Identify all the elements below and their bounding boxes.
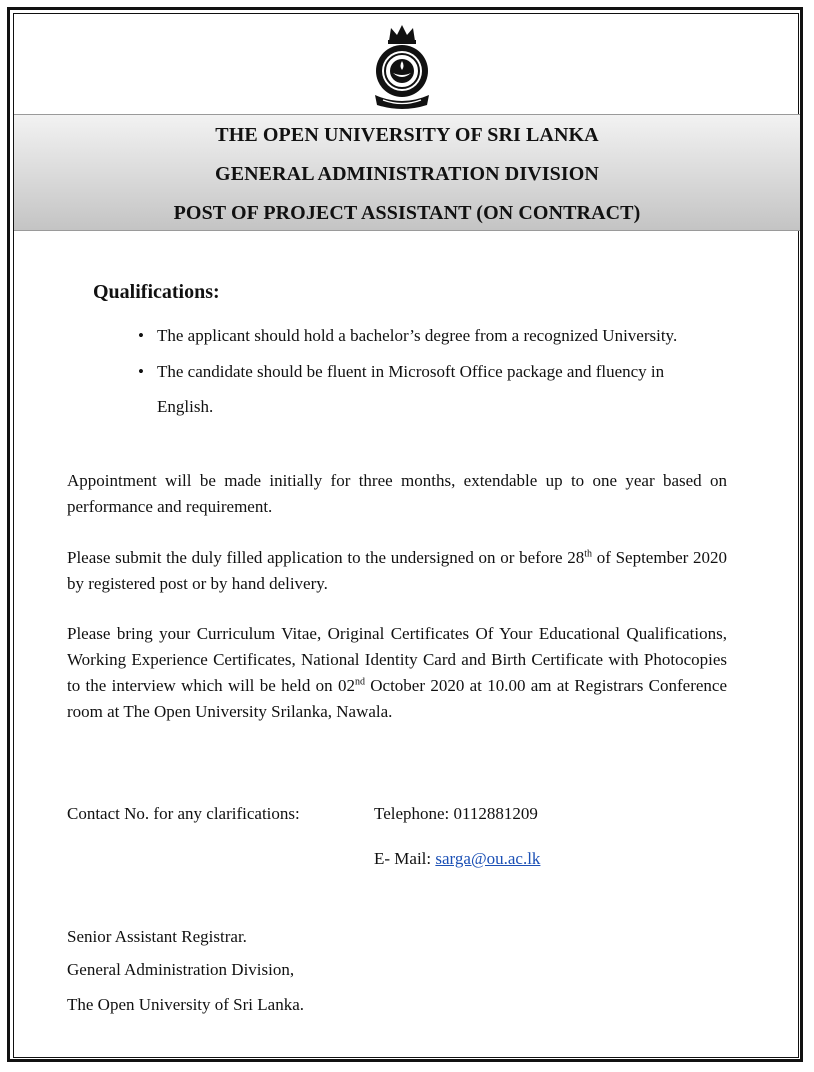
email-label: E- Mail: [374,849,436,868]
interview-text-end: October 2020 at 10.00 am at Registrars Conference room at The Open University Srilanka, Nawala. [67,676,727,721]
submission-text-start: Please submit the duly filled application to the undersigned on or before 28 [67,548,585,567]
submission-paragraph [67,545,727,597]
signature-institution: The Open University of Sri Lanka. [67,995,304,1014]
submission-text-end: of September 2020 by registered post or by hand delivery. [67,548,727,593]
appointment-paragraph: Appointment will be made initially for three months, extendable up to one year based on performance and requirement. [67,471,727,516]
interview-text-start: Please bring your Curriculum Vitae, Original Certificates Of Your Educational Qualifications, Working Experience Certificates, National Identity Card and Birth Certificate with Photocopies to the interview which will be held on 02 [67,624,727,695]
header-band [14,114,800,231]
ordinal-suffix: th [584,548,593,560]
email-link[interactable]: sarga@ou.ac.lk [435,849,541,868]
ordinal-suffix: nd [354,676,365,688]
signature-division: General Administration Division, [67,960,295,979]
contact-email-line [374,849,540,869]
qualification-item: • The candidate should be fluent in Microsoft Office package and fluency in English. [138,354,698,424]
qualification-item: • The applicant should hold a bachelor’s degree from a recognized University. [138,318,698,353]
header-post-title: POST OF PROJECT ASSISTANT (ON CONTRACT) [173,202,641,224]
header-university-name: THE OPEN UNIVERSITY OF SRI LANKA [215,124,599,146]
contact-label: Contact No. for any clarifications: [67,804,300,823]
qualifications-heading: Qualifications: [93,281,220,303]
contact-telephone: Telephone: 0112881209 [374,804,538,823]
interview-paragraph [67,621,727,725]
header-division: GENERAL ADMINISTRATION DIVISION [215,163,599,185]
university-crest-icon [369,21,435,109]
qualifications-list [138,318,698,425]
signature-title: Senior Assistant Registrar. [67,927,247,946]
